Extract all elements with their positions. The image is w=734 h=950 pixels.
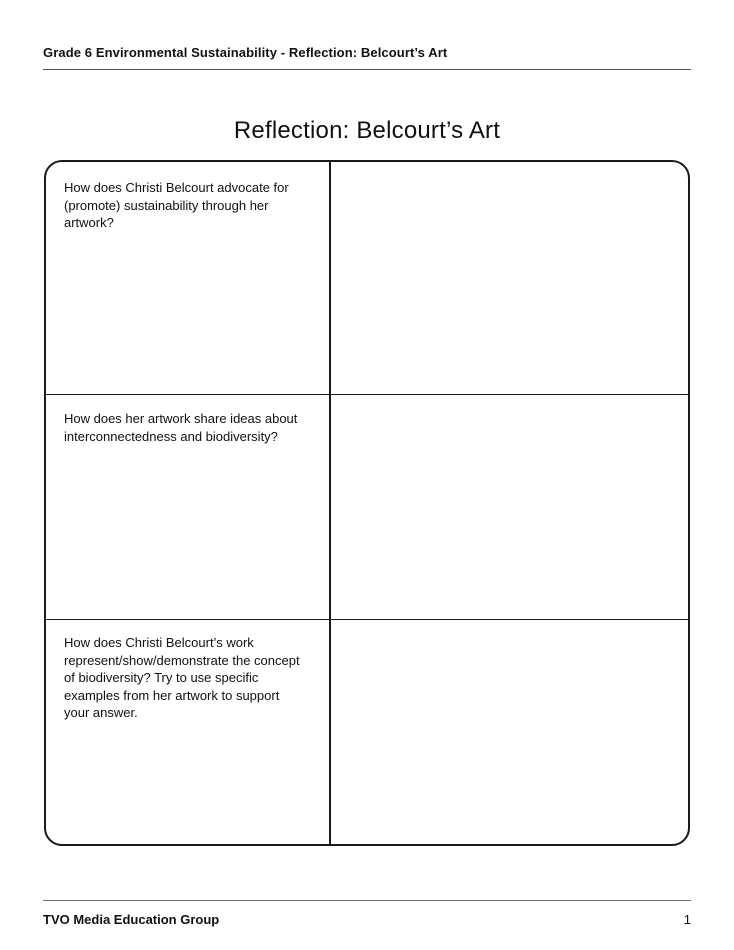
page-number: 1: [683, 912, 691, 927]
question-2: How does her artwork share ideas about interconnectedness and biodiversity?: [64, 411, 298, 444]
page-title: Reflection: Belcourt’s Art: [233, 117, 501, 145]
reflection-table: [44, 160, 690, 846]
footer-rule: [43, 900, 691, 901]
document-header: Grade 6 Environmental Sustainability - Reflection: Belcourt’s Art: [43, 45, 448, 60]
answer-cell-3[interactable]: [331, 620, 688, 844]
answer-cell-2[interactable]: [331, 395, 688, 619]
question-3: How does Christi Belcourt’s work represent/show/demonstrate the concept of biodiversity? Try to use specific examples from her artwork to support your answer.: [64, 635, 300, 720]
question-1: How does Christi Belcourt advocate for (promote) sustainability through her artwork?: [64, 180, 289, 230]
header-rule: [43, 69, 691, 70]
answer-cell-1[interactable]: [331, 162, 688, 394]
footer-organization: TVO Media Education Group: [43, 912, 220, 927]
